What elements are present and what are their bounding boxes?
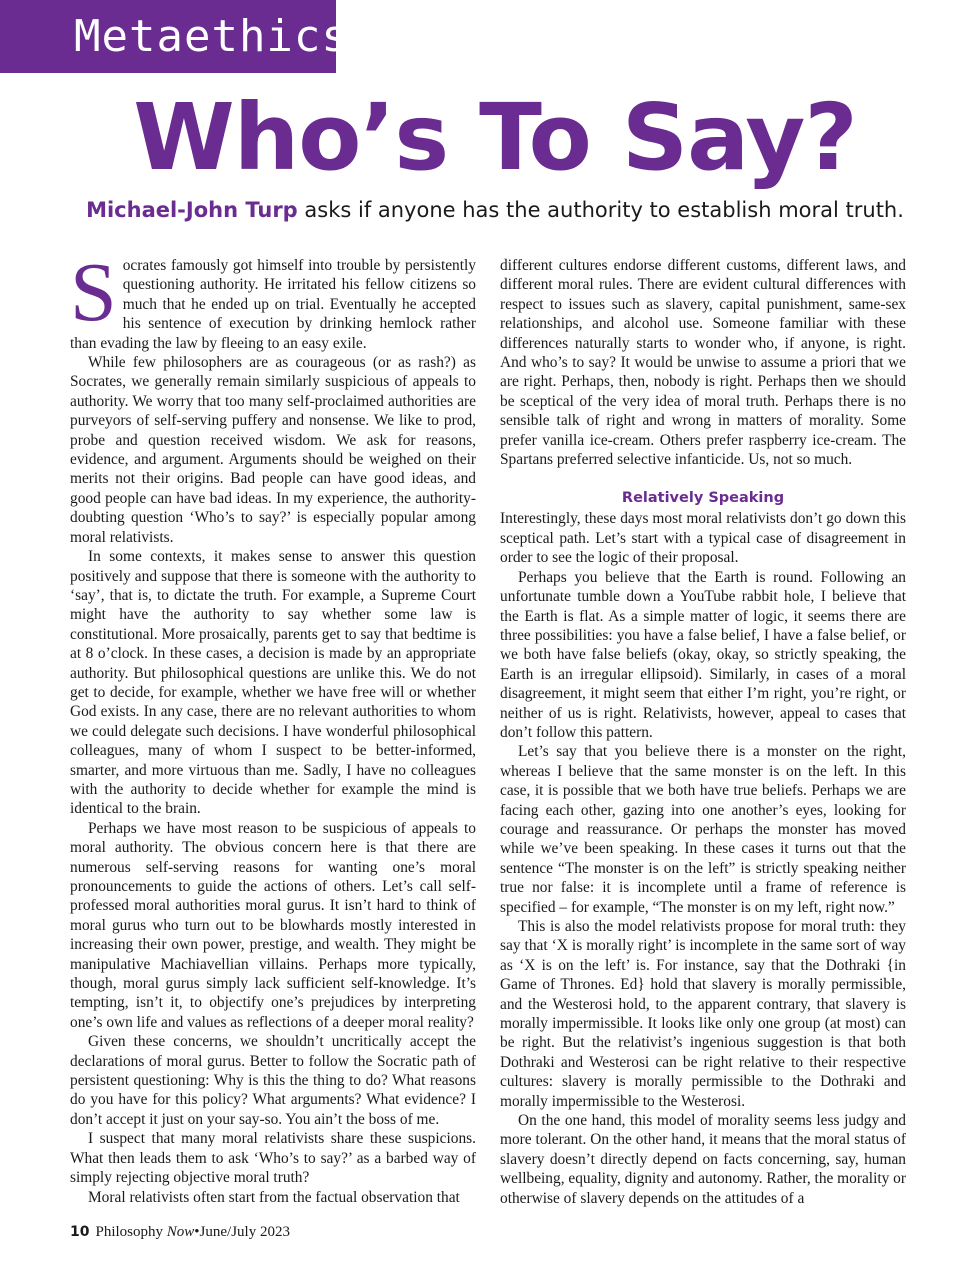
- bullet-separator: •: [194, 1224, 200, 1240]
- paragraph: Moral relativists often start from the factual observation that: [88, 1188, 460, 1206]
- paragraph: On the one hand, this model of morality seems less judgy and more tolerant. On the other hand, it means that the moral status of slavery doesn’t directly depend on facts concerning, say, human wellbeing, equality, dignity and autonomy. Rather, the morality or otherwise of slavery depends on the attitudes of a: [500, 1112, 907, 1207]
- paragraph: [70, 246, 476, 353]
- paragraph: Interestingly, these days most moral relativists don’t go down this sceptical path. Let’s start with a typical case of disagreement in order to see the logic of their proposal.: [500, 510, 906, 567]
- paragraph: In some contexts, it makes sense to answer this question positively and suppose that there is someone with the authority to ‘say’, that is, to dictate the truth. For example, a Supreme Court might have the authority to say whether some law is constitutional. More prosaically, parents get to say that bedtime is at 8 o’clock. In these cases, a decision is made by an appropriate authority. But philosophical questions are unlike this. We do not get to decide, for example, whether we have free will or whether God exists. In any case, there are no relevant authorities to whom we could delegate such decisions. I have wonderful philosophical colleagues, many of whom I suspect to be better-informed, smarter, and more virtuous than me. Sadly, I have no colleagues with the authority to decide whether for example the mind is identical to the brain.: [70, 548, 476, 818]
- author-name: Michael-John Turp: [86, 198, 298, 222]
- magazine-name-suffix: Now: [166, 1224, 195, 1240]
- left-column: [70, 246, 476, 1207]
- paragraph: While few philosophers are as courageous (or as rash?) as Socrates, we generally remain similarly suspicious of appeals to authority. We worry that too many self-proclaimed authorities are purveyors of self-serving puffery and nonsense. We like to prod, probe and question received wisdom. We ask for reasons, evidence, and argument. Arguments should be weighed on their merits not their origins. Bad people can have good ideas, and good people can have bad ideas. In my experience, the authority-doubting question ‘Who’s to say?’ is especially popular among moral relativists.: [70, 354, 476, 546]
- issue-date: June/July 2023: [199, 1224, 290, 1240]
- paragraph: Perhaps we have most reason to be suspicious of appeals to moral authority. The obvious concern here is that there are numerous self-serving reasons for wanting one’s moral pronouncements to guide the actions of others. Let’s call self-professed moral authorities moral gurus. It isn’t hard to think of moral gurus who turn out to be blowhards mostly interested in increasing their own power, prestige, and wealth. They might be manipulative Machiavellian villains. Perhaps more typically, though, moral gurus simply lack sufficient self-knowledge. It’s tempting, isn’t it, to objectify one’s prejudices by interpreting one’s own life and values as reflections of a deeper moral reality?: [70, 819, 476, 1031]
- paragraph: Given these concerns, we shouldn’t uncritically accept the declarations of moral gurus. Better to follow the Socratic path of persistent questioning: Why is this the thing to do? What reasons do you have for this policy? What arguments? What evidence? I don’t accept it just on your say-so. You ain’t the boss of me.: [70, 1033, 476, 1128]
- standfirst-text: asks if anyone has the authority to establish moral truth.: [297, 198, 904, 222]
- article-headline: Who’s To Say?: [133, 84, 857, 191]
- standfirst: [0, 198, 960, 222]
- paragraph: I suspect that many moral relativists share these suspicions. What then leads them to ask ‘Who’s to say?’ as a barbed way of simply rejecting objective moral truth?: [70, 1130, 476, 1187]
- page-footer: [70, 1224, 290, 1241]
- drop-cap: S: [70, 246, 117, 339]
- paragraph: Perhaps you believe that the Earth is round. Following an unfortunate tumble down a YouTube rabbit hole, I believe that the Earth is flat. As a simple matter of logic, it seems there are three possibilities: you have a false belief, I have a false belief, or we both have false beliefs (okay, okay, so strictly speaking, the Earth is an irregular ellipsoid). Similarly, in cases of a moral disagreement, it might seem that either I’m right, you’re right, or neither of us is right. Relativists, however, appeal to cases that don’t follow this pattern.: [500, 568, 906, 741]
- section-banner: Metaethics: [0, 0, 336, 73]
- right-column: [500, 256, 906, 1208]
- page-number: 10: [70, 1224, 90, 1240]
- magazine-name: Philosophy: [95, 1224, 167, 1240]
- paragraph: different cultures endorse different customs, different laws, and different moral rules. There are evident cultural differences with respect to issues such as slavery, capital punishment, same-sex relationships, and alcohol use. Someone familiar with these differences naturally starts to wonder who, if anyone, is right. And who’s to say? It would be unwise to assume a priori that we are right. Perhaps, then, nobody is right. Perhaps then we should be sceptical of the very idea of moral truth. Perhaps there is no sensible talk of right and wrong in matters of morality. Some prefer vanilla ice-cream. Others prefer raspberry ice-cream. The Spartans preferred selective infanticide. Us, not so much.: [500, 257, 906, 469]
- paragraph-text: ocrates famously got himself into trouble by persistently questioning authority. He irritated his fellow citizens so much that he ended up on trial. Eventually he accepted his sentence of execution by drinking hemlock rather than evading the law by fleeing to an easy exile.: [70, 257, 476, 352]
- section-subheading: Relatively Speaking: [621, 490, 785, 507]
- paragraph: This is also the model relativists propose for moral truth: they say that ‘X is morally right’ is incomplete in the same sort of way as ‘X is on the left’ is. For instance, say that the Dothraki {in Game of Thrones. Ed} hold that slavery is morally permissible, and the Westerosi hold, to the apparent contrary, that slavery is morally impermissible. It looks like only one group (at most) can be right. But the relativist’s ingenious suggestion is that both Dothraki and Westerosi can be right relative to their respective cultures: slavery is morally permissible to the Dothraki and morally impermissible to the Westerosi.: [500, 918, 906, 1110]
- paragraph: Let’s say that you believe there is a monster on the right, whereas I believe that the same monster is on the left. In this case, it is possible that we both have true beliefs. Perhaps we are facing each other, gazing into one another’s eyes, looking for courage and reassurance. Or perhaps the monster has moved while we’ve been speaking. In these cases it turns out that the sentence “The monster is on the left” is strictly speaking neither true nor false: it is incomplete until a frame of reference is specified – for example, “The monster is on my left, right now.”: [500, 743, 906, 916]
